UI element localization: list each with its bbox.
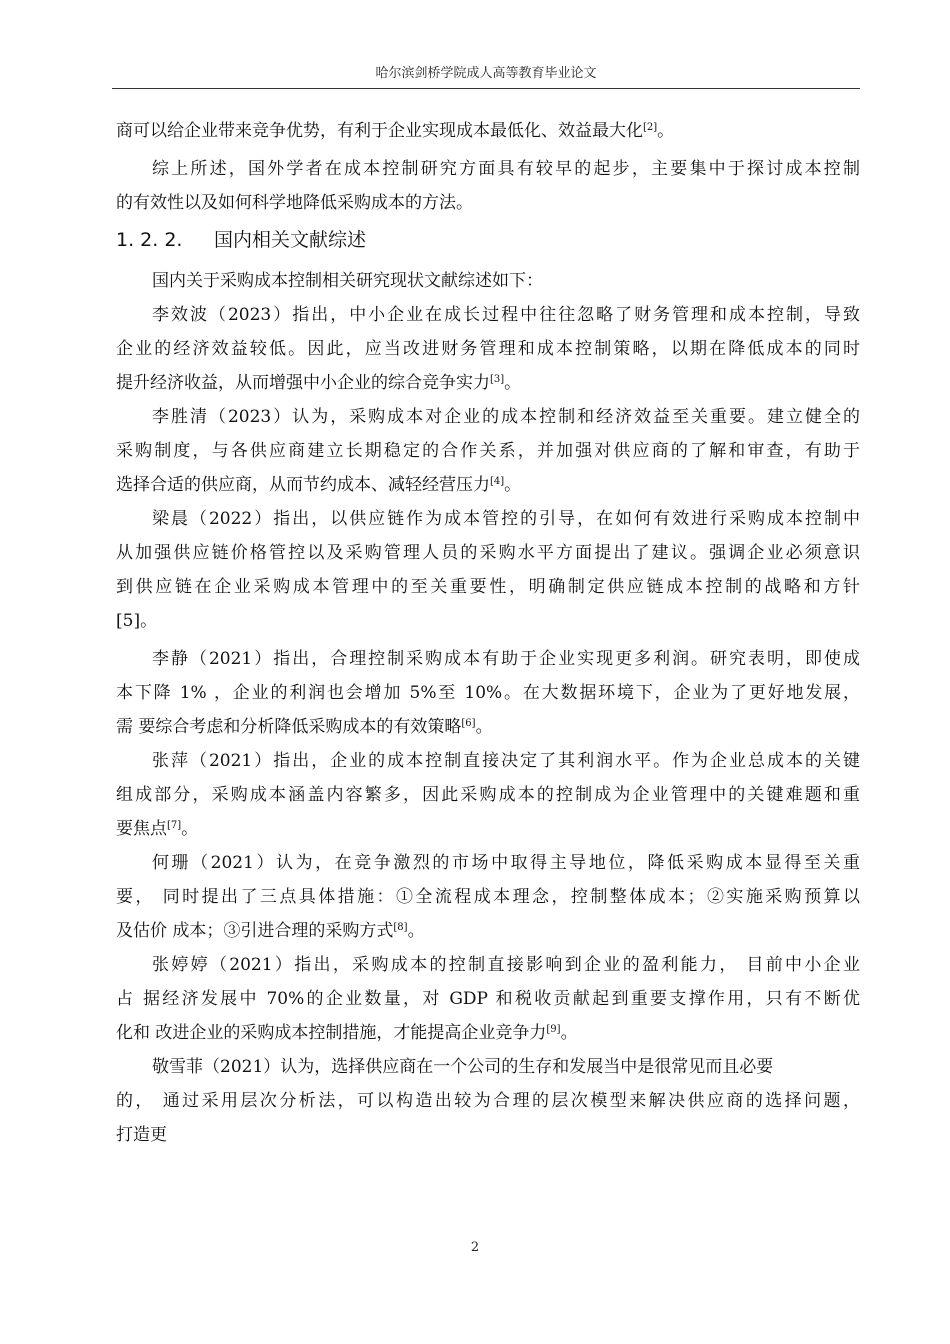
section-heading (116, 220, 860, 264)
body-text (116, 114, 860, 1152)
section-number: 1. 2. 2. (116, 229, 183, 251)
text-line: 李静（2021）指出，合理控制采购成本有助于企业实现更多利润。研究表明，即使成 (152, 649, 860, 669)
text-line: 及估价 成本；③引进合理的采购方式[8]。 (116, 921, 425, 941)
text-line: 李胜清（2023）认为，采购成本对企业的成本控制和经济效益至关重要。建立健全的 (152, 407, 860, 427)
text-line: 何珊（2021）认为，在竞争激烈的市场中取得主导地位，降低采购成本显得至关重 (152, 853, 860, 873)
text-line: 企业的经济效益较低。因此，应当改进财务管理和成本控制策略，以期在降低成本的同时 (116, 339, 860, 359)
text-line: 提升经济收益，从而增强中小企业的综合竞争实力[3]。 (116, 373, 522, 393)
text-line: 要， 同时提出了三点具体措施：①全流程成本理念，控制整体成本；②实施采购预算以 (116, 887, 860, 907)
text-line: 选择合适的供应商，从而节约成本、减轻经营压力[4]。 (116, 475, 522, 495)
text-line: 要焦点[7]。 (116, 819, 199, 839)
text-line: 李效波（2023）指出，中小企业在成长过程中往往忽略了财务管理和成本控制，导致 (152, 305, 860, 325)
text-line: [5]。 (116, 611, 158, 631)
text-line: 本下降 1% ，企业的利润也会增加 5%至 10%。在大数据环境下，企业为了更好地发展， (116, 683, 860, 703)
page-number: 2 (470, 1240, 480, 1255)
text-line: 采购制度，与各供应商建立长期稳定的合作关系，并加强对供应商的了解和审查，有助于 (116, 441, 860, 461)
text-line: 从加强供应链价格管控以及采购管理人员的采购水平方面提出了建议。强调企业必须意识 (116, 543, 860, 563)
text-line: 的有效性以及如何科学地降低采购成本的方法。 (116, 193, 473, 213)
text-line: 国内关于采购成本控制相关研究现状文献综述如下： (152, 271, 543, 291)
text-line: 敬雪菲（2021）认为，选择供应商在一个公司的生存和发展当中是很常见而且必要 (152, 1057, 774, 1077)
text-line: 组成部分，采购成本涵盖内容繁多，因此采购成本的控制成为企业管理中的关键难题和重 (116, 785, 860, 805)
text-line: 张萍（2021）指出，企业的成本控制直接决定了其利润水平。作为企业总成本的关键 (152, 751, 860, 771)
text-line: 的， 通过采用层次分析法，可以构造出较为合理的层次模型来解决供应商的选择问题， (116, 1091, 860, 1111)
running-header: 哈尔滨剑桥学院成人高等教育毕业论文 (375, 66, 597, 81)
text-line: 张婷婷（2021）指出，采购成本的控制直接影响到企业的盈利能力， 目前中小企业 (152, 955, 860, 975)
section-title: 国内相关文献综述 (214, 229, 367, 251)
header-rule (112, 88, 860, 89)
text-line: 综上所述，国外学者在成本控制研究方面具有较早的起步，主要集中于探讨成本控制 (152, 159, 860, 179)
text-line: 占 据经济发展中 70%的企业数量，对 GDP 和税收贡献起到重要支撑作用，只有不断优 (116, 989, 860, 1009)
text-line: 商可以给企业带来竞争优势，有利于企业实现成本最低化、效益最大化[2]。 (116, 121, 675, 141)
text-line: 梁晨（2022）指出，以供应链作为成本管控的引导，在如何有效进行采购成本控制中 (152, 509, 860, 529)
text-line: 需 要综合考虑和分析降低采购成本的有效策略[6]。 (116, 717, 493, 737)
text-line: 到供应链在企业采购成本管理中的至关重要性，明确制定供应链成本控制的战略和方针 (116, 577, 860, 597)
text-line: 化和 改进企业的采购成本控制措施，才能提高企业竞争力[9]。 (116, 1023, 578, 1043)
text-line: 打造更 (116, 1125, 167, 1145)
